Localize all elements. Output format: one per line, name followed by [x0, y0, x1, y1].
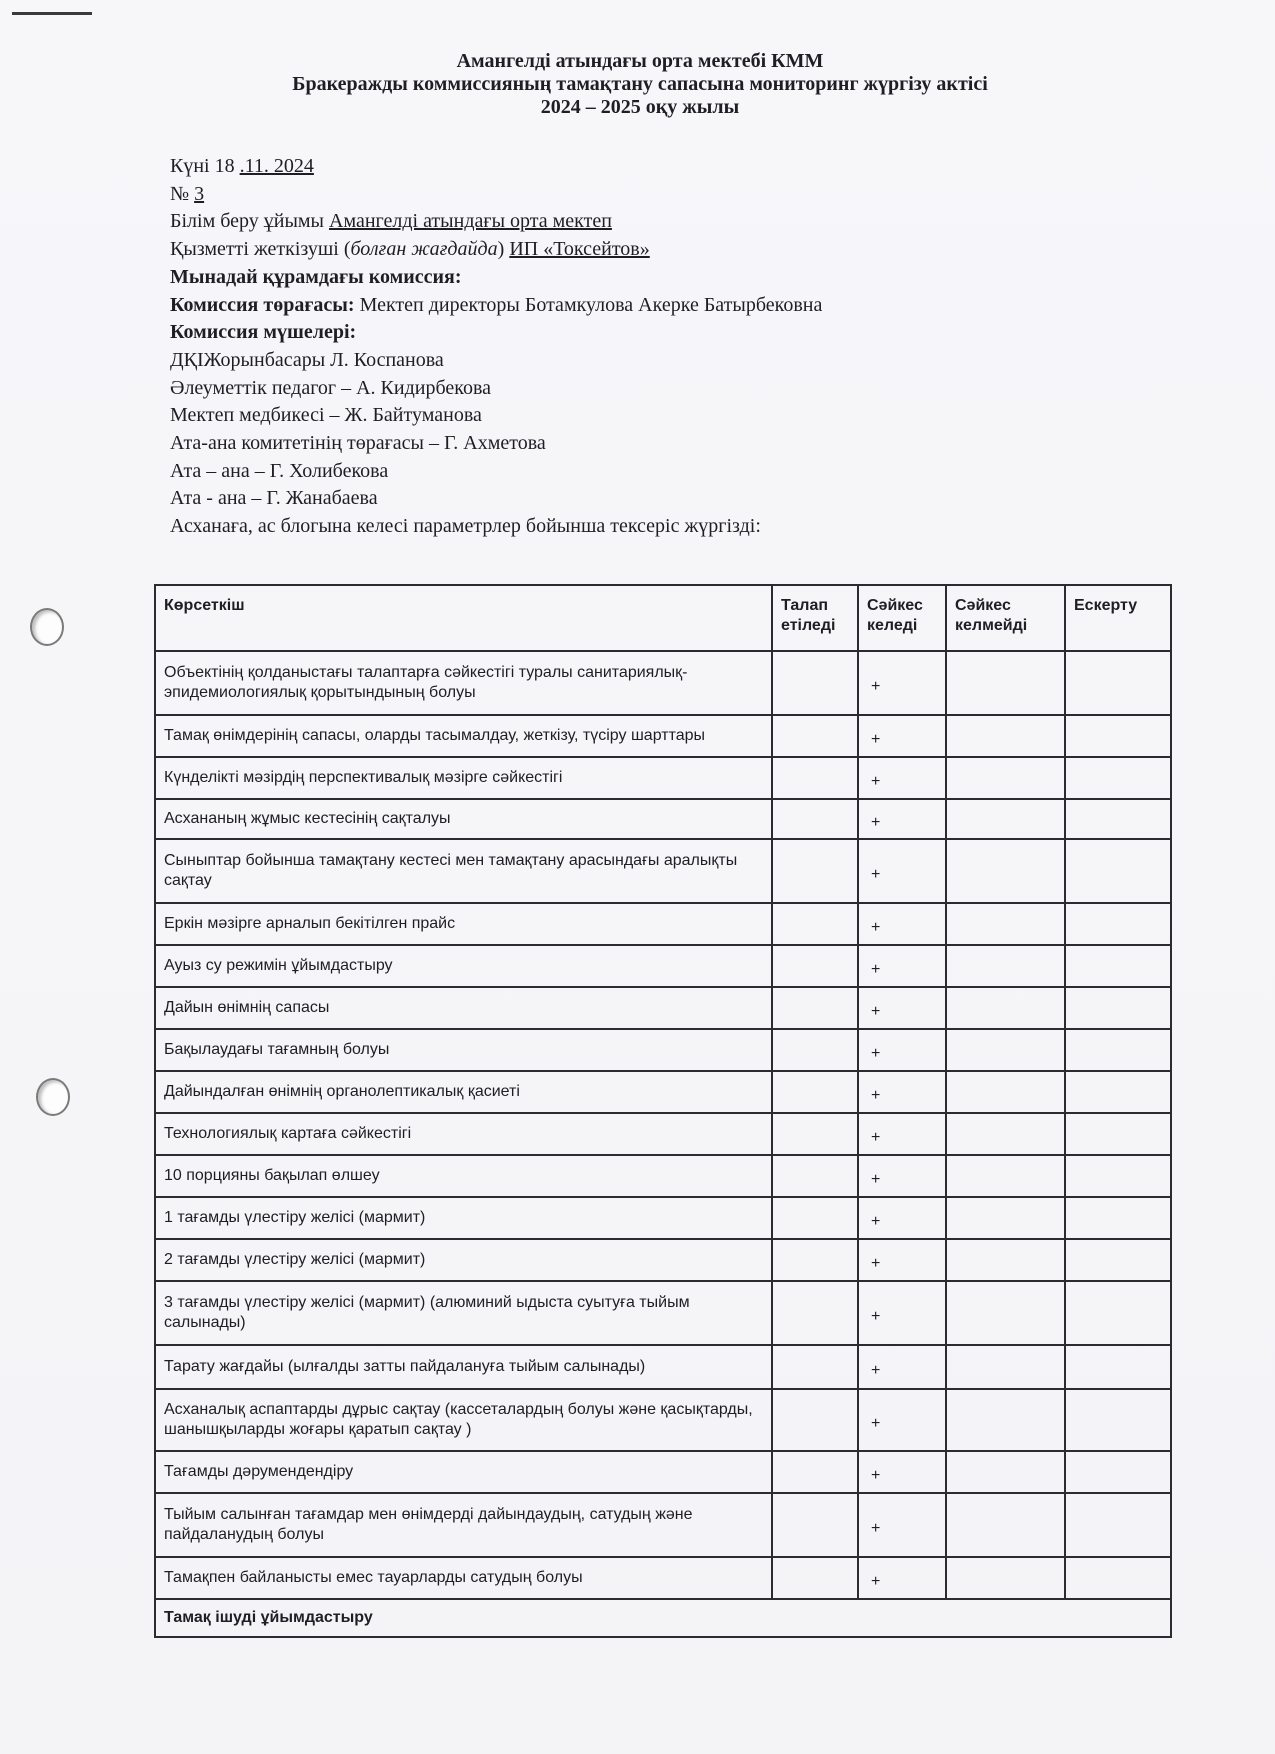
- compliant-cell: +: [858, 1155, 946, 1197]
- table-row: [155, 1345, 1171, 1389]
- note-cell: [1065, 987, 1171, 1029]
- indicator-cell: Тамақ өнімдерінің сапасы, оларды тасымалдау, жеткізу, түсіру шарттары: [155, 715, 772, 757]
- note-cell: [1065, 1557, 1171, 1599]
- indicator-cell: Объектінің қолданыстағы талаптарға сәйкестігі туралы санитариялық-эпидемиологиялық қорытындының болуы: [155, 651, 772, 715]
- compliant-cell: +: [858, 715, 946, 757]
- table-row: [155, 757, 1171, 799]
- note-cell: [1065, 757, 1171, 799]
- section-title: Тамақ ішуді ұйымдастыру: [155, 1599, 1171, 1637]
- required-cell: [772, 903, 858, 945]
- compliant-cell: +: [858, 1113, 946, 1155]
- required-cell: [772, 651, 858, 715]
- noncompliant-cell: [946, 799, 1065, 839]
- compliant-cell: +: [858, 1239, 946, 1281]
- noncompliant-cell: [946, 1239, 1065, 1281]
- note-cell: [1065, 1071, 1171, 1113]
- member-item: Ата-ана комитетінің төрағасы – Г. Ахметова: [170, 432, 546, 455]
- required-cell: [772, 1493, 858, 1557]
- member-item: Ата - ана – Г. Жанабаева: [170, 487, 378, 510]
- required-cell: [772, 945, 858, 987]
- compliant-cell: +: [858, 839, 946, 903]
- date-line: [170, 153, 1070, 181]
- table-row: [155, 839, 1171, 903]
- indicator-cell: Сыныптар бойынша тамақтану кестесі мен тамақтану арасындағы аралықты сақтау: [155, 839, 772, 903]
- required-cell: [772, 1281, 858, 1345]
- note-cell: [1065, 651, 1171, 715]
- note-cell: [1065, 1345, 1171, 1389]
- table-row: [155, 1451, 1171, 1493]
- note-cell: [1065, 839, 1171, 903]
- noncompliant-cell: [946, 1155, 1065, 1197]
- note-cell: [1065, 1113, 1171, 1155]
- supplier-close: ): [497, 238, 510, 261]
- indicator-cell: 3 тағамды үлестіру желісі (мармит) (алюминий ыдыста суытуға тыйым салынады): [155, 1281, 772, 1345]
- noncompliant-cell: [946, 1493, 1065, 1557]
- indicator-cell: Күнделікті мәзірдің перспективалық мәзірге сәйкестігі: [155, 757, 772, 799]
- compliant-cell: +: [858, 757, 946, 799]
- indicator-cell: Бақылаудағы тағамның болуы: [155, 1029, 772, 1071]
- required-cell: [772, 1389, 858, 1451]
- noncompliant-cell: [946, 1281, 1065, 1345]
- noncompliant-cell: [946, 651, 1065, 715]
- note-cell: [1065, 1451, 1171, 1493]
- compliant-cell: +: [858, 1557, 946, 1599]
- table-row: [155, 1239, 1171, 1281]
- noncompliant-cell: [946, 945, 1065, 987]
- header-school-year: 2024 – 2025 оқу жылы: [540, 96, 740, 118]
- required-cell: [772, 1113, 858, 1155]
- table-row: [155, 1389, 1171, 1451]
- noncompliant-cell: [946, 1197, 1065, 1239]
- table-row: [155, 715, 1171, 757]
- compliant-cell: +: [858, 903, 946, 945]
- organization-line: [170, 208, 1070, 236]
- indicator-cell: Дайын өнімнің сапасы: [155, 987, 772, 1029]
- table-row: [155, 1155, 1171, 1197]
- compliant-cell: +: [858, 1493, 946, 1557]
- table-row: [155, 1071, 1171, 1113]
- member-item: Мектеп медбикесі – Ж. Байтуманова: [170, 404, 482, 427]
- chair-label: Комиссия төрағасы:: [170, 293, 355, 316]
- indicator-cell: Асхананың жұмыс кестесінің сақталуы: [155, 799, 772, 839]
- inspection-table: [154, 584, 1172, 1638]
- noncompliant-cell: [946, 715, 1065, 757]
- note-cell: [1065, 715, 1171, 757]
- noncompliant-cell: [946, 1345, 1065, 1389]
- note-cell: [1065, 903, 1171, 945]
- supplier-condition: болған жағдайда: [350, 238, 498, 261]
- punch-hole: [30, 608, 64, 646]
- table-row: [155, 1197, 1171, 1239]
- table-row: [155, 1281, 1171, 1345]
- column-header-required: Талап етіледі: [772, 585, 858, 651]
- noncompliant-cell: [946, 757, 1065, 799]
- required-cell: [772, 1197, 858, 1239]
- note-cell: [1065, 1493, 1171, 1557]
- compliant-cell: +: [858, 1451, 946, 1493]
- note-cell: [1065, 1239, 1171, 1281]
- indicator-cell: 1 тағамды үлестіру желісі (мармит): [155, 1197, 772, 1239]
- header-school-name: Амангелді атындағы орта мектебі КММ: [456, 50, 824, 72]
- member-item: Әлеуметтік педагог – А. Кидирбекова: [170, 376, 492, 399]
- table-row: [155, 799, 1171, 839]
- compliant-cell: +: [858, 945, 946, 987]
- indicator-cell: Дайындалған өнімнің органолептикалық қасиеті: [155, 1071, 772, 1113]
- required-cell: [772, 1451, 858, 1493]
- noncompliant-cell: [946, 1451, 1065, 1493]
- indicator-cell: Тағамды дәрумендендіру: [155, 1451, 772, 1493]
- inspection-note: Асханаға, ас блогына келесі параметрлер бойынша тексеріс жүргізді:: [170, 515, 761, 538]
- compliant-cell: +: [858, 1345, 946, 1389]
- table-row: [155, 1113, 1171, 1155]
- noncompliant-cell: [946, 987, 1065, 1029]
- required-cell: [772, 1071, 858, 1113]
- note-cell: [1065, 1029, 1171, 1071]
- noncompliant-cell: [946, 1389, 1065, 1451]
- compliant-cell: +: [858, 1281, 946, 1345]
- column-header-note: Ескерту: [1065, 585, 1171, 651]
- column-header-noncompliant: Сәйкес келмейді: [946, 585, 1065, 651]
- note-cell: [1065, 1389, 1171, 1451]
- required-cell: [772, 1155, 858, 1197]
- table-row: [155, 945, 1171, 987]
- indicator-cell: Тарату жағдайы (ылғалды затты пайдалануға тыйым салынады): [155, 1345, 772, 1389]
- required-cell: [772, 1239, 858, 1281]
- header-act-title: Бракеражды коммиссияның тамақтану сапасына мониторинг жүргізу актісі: [292, 73, 988, 95]
- required-cell: [772, 1029, 858, 1071]
- supplier-label: Қызметті жеткізуші (: [170, 238, 351, 261]
- member-item: Ата – ана – Г. Холибекова: [170, 459, 389, 482]
- document-header: [160, 50, 1120, 119]
- indicator-cell: Технологиялық картаға сәйкестігі: [155, 1113, 772, 1155]
- noncompliant-cell: [946, 1113, 1065, 1155]
- required-cell: [772, 799, 858, 839]
- number-line: [170, 181, 1070, 209]
- required-cell: [772, 1345, 858, 1389]
- table-row: [155, 903, 1171, 945]
- indicator-cell: Еркін мәзірге арналып бекітілген прайс: [155, 903, 772, 945]
- section-row: [155, 1599, 1171, 1637]
- required-cell: [772, 1557, 858, 1599]
- scan-mark: [12, 12, 92, 15]
- commission-heading: Мынадай құрамдағы комиссия:: [170, 265, 462, 288]
- date-value: .11. 2024: [239, 155, 314, 177]
- compliant-cell: +: [858, 1071, 946, 1113]
- indicator-cell: 10 порцияны бақылап өлшеу: [155, 1155, 772, 1197]
- supplier-value: ИП «Токсейтов»: [509, 238, 650, 261]
- noncompliant-cell: [946, 903, 1065, 945]
- required-cell: [772, 839, 858, 903]
- number-value: 3: [194, 182, 205, 205]
- table-row: [155, 651, 1171, 715]
- chair-line: [170, 292, 1070, 320]
- organization-label: Білім беру ұйымы: [170, 210, 329, 233]
- column-header-indicator: Көрсеткіш: [155, 585, 772, 651]
- required-cell: [772, 987, 858, 1029]
- act-info: [170, 153, 1070, 541]
- noncompliant-cell: [946, 1071, 1065, 1113]
- compliant-cell: +: [858, 1029, 946, 1071]
- table-header-row: [155, 585, 1171, 651]
- indicator-cell: Ауыз су режимін ұйымдастыру: [155, 945, 772, 987]
- supplier-line: [170, 236, 1070, 264]
- note-cell: [1065, 1155, 1171, 1197]
- note-cell: [1065, 945, 1171, 987]
- noncompliant-cell: [946, 1557, 1065, 1599]
- column-header-compliant: Сәйкес келеді: [858, 585, 946, 651]
- member-item: ДҚІЖорынбасары Л. Коспанова: [170, 348, 444, 371]
- note-cell: [1065, 1281, 1171, 1345]
- note-cell: [1065, 1197, 1171, 1239]
- punch-hole: [36, 1078, 70, 1116]
- indicator-cell: Асханалық аспаптарды дұрыс сақтау (кассеталардың болуы және қасықтарды, шанышқыларды жоғары қаратып сақтау ): [155, 1389, 772, 1451]
- note-cell: [1065, 799, 1171, 839]
- compliant-cell: +: [858, 651, 946, 715]
- indicator-cell: 2 тағамды үлестіру желісі (мармит): [155, 1239, 772, 1281]
- table-row: [155, 1029, 1171, 1071]
- indicator-cell: Тыйым салынған тағамдар мен өнімдерді дайындаудың, сатудың және пайдаланудың болуы: [155, 1493, 772, 1557]
- required-cell: [772, 715, 858, 757]
- indicator-cell: Тамақпен байланысты емес тауарларды сатудың болуы: [155, 1557, 772, 1599]
- required-cell: [772, 757, 858, 799]
- date-label: Күні 18: [170, 155, 240, 177]
- compliant-cell: +: [858, 1389, 946, 1451]
- compliant-cell: +: [858, 1197, 946, 1239]
- compliant-cell: +: [858, 799, 946, 839]
- table-row: [155, 1557, 1171, 1599]
- table-row: [155, 1493, 1171, 1557]
- members-heading: Комиссия мүшелері:: [170, 321, 357, 344]
- table-row: [155, 987, 1171, 1029]
- organization-value: Амангелді атындағы орта мектеп: [329, 210, 612, 233]
- compliant-cell: +: [858, 987, 946, 1029]
- noncompliant-cell: [946, 839, 1065, 903]
- number-label: №: [170, 182, 195, 205]
- chair-value: Мектеп директоры Ботамкулова Акерке Батырбековна: [354, 293, 823, 316]
- noncompliant-cell: [946, 1029, 1065, 1071]
